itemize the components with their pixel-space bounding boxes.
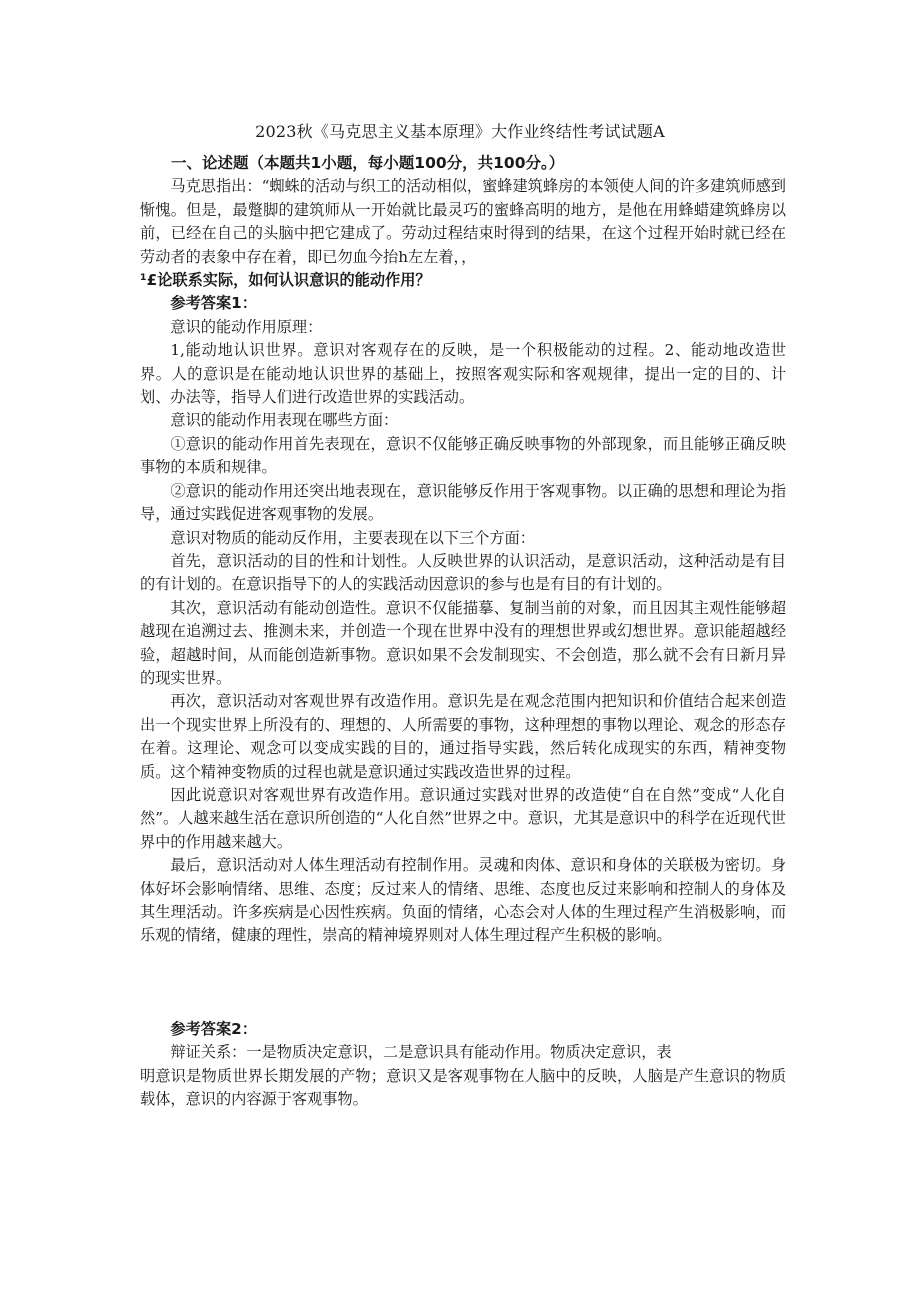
answer2-line: 明意识是物质世界长期发展的产物；意识又是客观事物在人脑中的反映，人脑是产生意识的物质载体，意识的内容源于客观事物。	[140, 1066, 786, 1109]
answer1-paragraph: 意识对物质的能动反作用，主要表现在以下三个方面：	[170, 528, 535, 547]
answer1-paragraph: 其次，意识活动有能动创造性。意识不仅能描摹、复制当前的对象，而且因其主观性能够超越现在追溯过去、推测未来，并创造一个现在世界中没有的理想世界或幻想世界。意识能超越经验，超越时间，从而能创造新事物。意识如果不会发制现实、不会创造，那么就不会有日新月异的现实世界。	[140, 598, 786, 687]
answer1-paragraph: 1,能动地认识世界。意识对客观存在的反映，是一个积极能动的过程。2、能动地改造世界。人的意识是在能动地认识世界的基础上，按照客观实际和客观规律，提出一定的目的、计划、办法等，指导人们进行改造世界的实践活动。	[140, 341, 786, 407]
spacer	[140, 948, 786, 1018]
answer1-paragraph: ①意识的能动作用首先表现在，意识不仅能够正确反映事物的外部现象，而且能够正确反映事物的本质和规律。	[140, 434, 786, 477]
question-text: 马克思指出：“蜘蛛的活动与织工的活动相似，蜜蜂建筑蜂房的本领使人间的许多建筑师感到惭愧。但是，最蹩脚的建筑师从一开始就比最灵巧的蜜蜂高明的地方，是他在用蜂蜡建筑蜂房以前，已经在自己的头脑中把它建成了。劳动过程结束时得到的结果，在这个过程开始时就已经在劳动者的表象中存在着，即已勿血今抬h左左着，，	[140, 177, 786, 266]
answer1-heading: 参考答案1：	[170, 294, 257, 313]
answer1-paragraph: 意识的能动作用原理：	[170, 317, 323, 336]
answer1-paragraph: 首先，意识活动的目的性和计划性。人反映世界的认识活动，是意识活动，这种活动是有目的有计划的。在意识指导下的人的实践活动因意识的参与也是有目的有计划的。	[140, 551, 786, 594]
answer1-paragraph: 因此说意识对客观世界有改造作用。意识通过实践对世界的改造使“自在自然”变成“人化自然”。人越来越生活在意识所创造的“人化自然”世界之中。意识，尤其是意识中的科学在近现代世界中的作用越来越大。	[140, 785, 786, 851]
answer1-paragraph: ②意识的能动作用还突出地表现在，意识能够反作用于客观事物。以正确的思想和理论为指导，通过实践促进客观事物的发展。	[140, 481, 786, 524]
answer2-heading: 参考答案2：	[170, 1019, 257, 1038]
answer1-paragraph: 再次，意识活动对客观世界有改造作用。意识先是在观念范围内把知识和价值结合起来创造出一个现实世界上所没有的、理想的、人所需要的事物，这种理想的事物以理论、观念的形态存在着。这理论、观念可以变成实践的目的，通过指导实践，然后转化成现实的东西，精神变物质。这个精神变物质的过程也就是意识通过实践改造世界的过程。	[140, 692, 786, 781]
question-prompt: ¹£论联系实际，如何认识意识的能动作用？	[140, 271, 431, 290]
document-title: 2023秋《马克思主义基本原理》大作业终结性考试试题A	[255, 122, 665, 141]
answer1-paragraph: 最后，意识活动对人体生理活动有控制作用。灵魂和肉体、意识和身体的关联极为密切。身体好坏会影响情绪、思维、态度；反过来人的情绪、思维、态度也反过来影响和控制人的身体及其生理活动。许多疾病是心因性疾病。负面的情绪，心态会对人体的生理过程产生消极影响，而乐观的情绪，健康的理性，崇高的精神境界则对人体生理过程产生积极的影响。	[140, 856, 786, 945]
section-heading: 一、论述题（本题共1小题，每小题100分，共100分。）	[171, 154, 565, 172]
answer2-line: 辩证关系：一是物质决定意识，二是意识具有能动作用。物质决定意识，表	[170, 1043, 672, 1062]
document-body	[140, 152, 786, 1111]
answer1-paragraph: 意识的能动作用表现在哪些方面：	[170, 411, 399, 430]
